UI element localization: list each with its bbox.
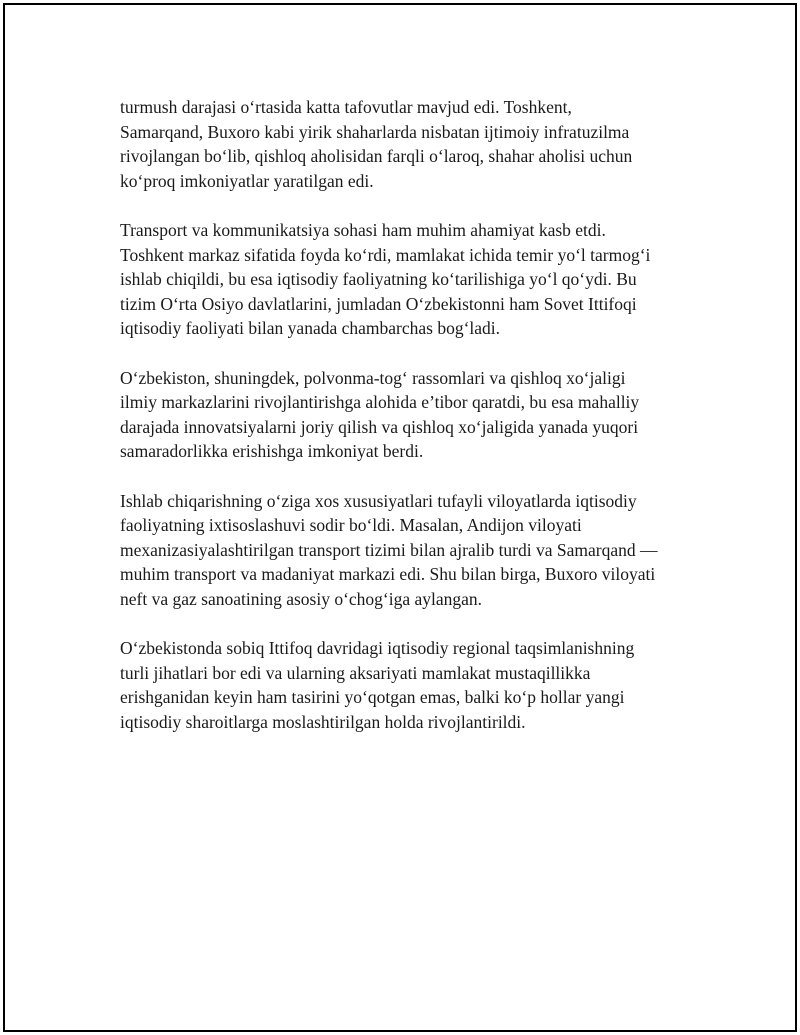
text-line: neft va gaz sanoatining asosiy o‘chog‘iga aylangan.: [120, 588, 483, 609]
text-line: ko‘proq imkoniyatlar yaratilgan edi.: [120, 170, 374, 191]
text-line: Transport va kommunikatsiya sohasi ham muhim ahamiyat kasb etdi.: [120, 219, 606, 240]
text-line: O‘zbekiston, shuningdek, polvonma-tog‘ rassomlari va qishloq xo‘jaligi: [120, 367, 626, 388]
text-line: Samarqand, Buxoro kabi yirik shaharlarda nisbatan ijtimoiy infratuzilma: [120, 121, 630, 142]
text-line: iqtisodiy faoliyati bilan yanada chambarchas bog‘ladi.: [120, 318, 501, 339]
document-body: [120, 95, 680, 759]
paragraph-4: [120, 489, 680, 612]
text-line: darajada innovatsiyalarni joriy qilish va qishloq xo‘jaligida yanada yuqori: [120, 416, 639, 437]
text-line: turmush darajasi o‘rtasida katta tafovutlar mavjud edi. Toshkent,: [120, 97, 572, 117]
paragraph-3: [120, 366, 680, 464]
paragraph-5: [120, 636, 680, 734]
text-line: Ishlab chiqarishning o‘ziga xos xususiyatlari tufayli viloyatlarda iqtisodiy: [120, 490, 637, 511]
text-line: iqtisodiy sharoitlarga moslashtirilgan holda rivojlantirildi.: [120, 711, 526, 732]
text-line: rivojlangan bo‘lib, qishloq aholisidan farqli o‘laroq, shahar aholisi uchun: [120, 146, 633, 167]
text-line: tizim O‘rta Osiyo davlatlarini, jumladan O‘zbekistonni ham Sovet Ittifoqi: [120, 293, 637, 314]
text-line: faoliyatning ixtisoslashuvi sodir bo‘ldi. Masalan, Andijon viloyati: [120, 515, 582, 536]
document-page: [3, 3, 797, 1032]
text-line: turli jihatlari bor edi va ularning aksariyati mamlakat mustaqillikka: [120, 662, 591, 683]
paragraph-2: [120, 218, 680, 341]
text-line: mexanizasiyalashtirilgan transport tizimi bilan ajralib turdi va Samarqand —: [120, 539, 658, 560]
text-line: ilmiy markazlarini rivojlantirishga alohida e’tibor qaratdi, bu esa mahalliy: [120, 392, 640, 413]
text-line: ishlab chiqildi, bu esa iqtisodiy faoliyatning ko‘tarilishiga yo‘l qo‘ydi. Bu: [120, 269, 637, 290]
text-line: samaradorlikka erishishga imkoniyat berdi.: [120, 441, 424, 462]
text-line: O‘zbekistonda sobiq Ittifoq davridagi iqtisodiy regional taqsimlanishning: [120, 638, 635, 659]
text-line: Toshkent markaz sifatida foyda ko‘rdi, mamlakat ichida temir yo‘l tarmog‘i: [120, 244, 651, 265]
text-line: erishganidan keyin ham tasirini yo‘qotgan emas, balki ko‘p hollar yangi: [120, 687, 625, 708]
paragraph-1: [120, 95, 680, 193]
text-line: muhim transport va madaniyat markazi edi. Shu bilan birga, Buxoro viloyati: [120, 564, 656, 585]
